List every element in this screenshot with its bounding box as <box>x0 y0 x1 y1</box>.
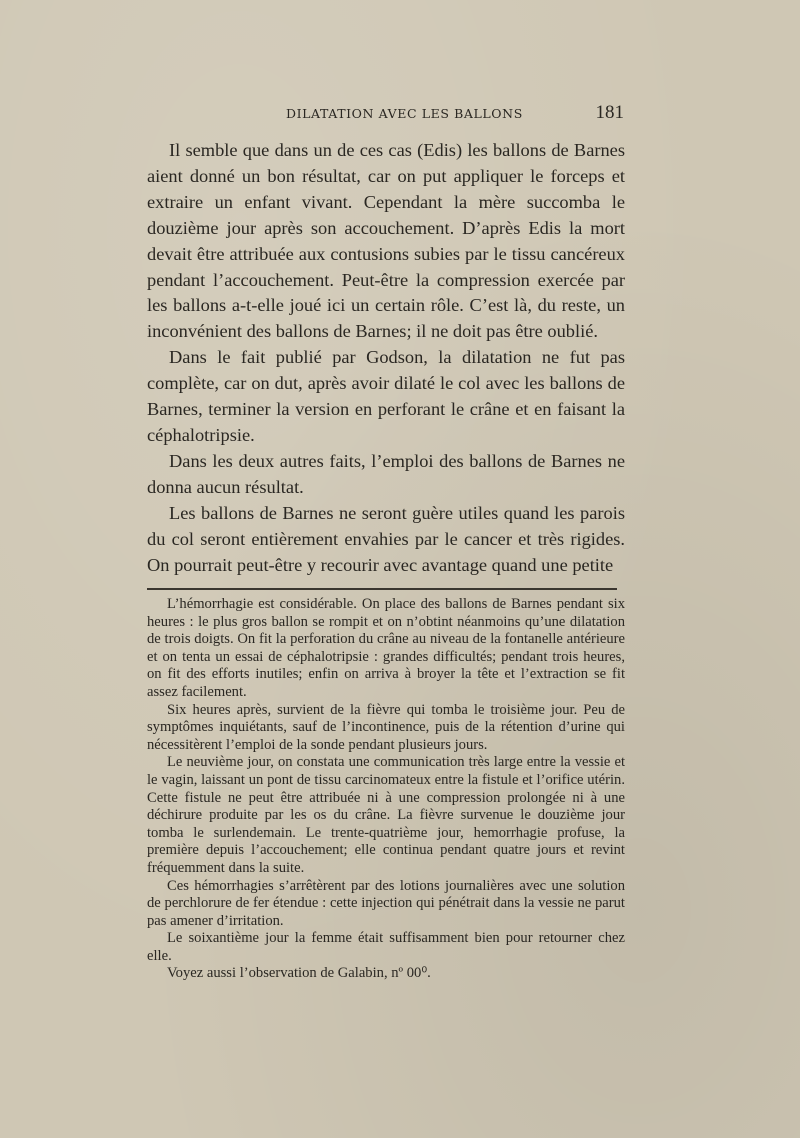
running-head <box>148 104 624 126</box>
page-number: 181 <box>595 102 624 123</box>
footnote-paragraph: Le soixantième jour la femme était suffisamment bien pour retourner chez elle. <box>147 930 625 964</box>
footnote <box>147 596 625 983</box>
body-paragraph: Il semble que dans un de ces cas (Edis) les ballons de Barnes aient donné un bon résultat, car on put appliquer le forceps et extraire un enfant vivant. Cependant la mère succomba le douzième jour après son accouchement. D’après Edis la mort devait être attribuée aux contusions subies par le tissu cancéreux pendant l’accouchement. Peut-être la compression exercée par les ballons a-t-elle joué ici un certain rôle. C’est là, du reste, un inconvénient des ballons de Barnes; il ne doit pas être oublié. <box>147 140 625 342</box>
body-paragraph: Dans les deux autres faits, l’emploi des ballons de Barnes ne donna aucun résultat. <box>147 450 625 497</box>
footnote-divider <box>147 588 617 590</box>
body-paragraph: Les ballons de Barnes ne seront guère utiles quand les parois du col seront entièrement envahies par le cancer et très rigides. On pourrait peut-être y recourir avec avantage quand une petite <box>147 502 625 575</box>
footnote-paragraph: Voyez aussi l’observation de Galabin, nº 00⁰. <box>167 965 431 982</box>
footnote-paragraph: Ces hémorrhagies s’arrêtèrent par des lotions journalières avec une solution de perchlorure de fer étendue : cette injection qui pénétrait dans la vessie ne parut pas amener d’irritation. <box>147 877 625 929</box>
main-text <box>147 138 625 578</box>
footnote-paragraph: Le neuvième jour, on constata une communication très large entre la vessie et le vagin, laissant un pont de tissu carcinomateux entre la fistule et l’orifice utérin. Cette fistule ne peut être attribuée ni à une compression prolongée ni à une déchirure produite par les os du crâne. La fièvre survenue le douzième jour tomba le surlendemain. Le trente-quatrième jour, hemorrhagie profuse, la première depuis l’accouchement; elle continua pendant quatre jours et revint fréquemment dans la suite. <box>147 754 625 876</box>
footnote-paragraph: L’hémorrhagie est considérable. On place des ballons de Barnes pendant six heures : le plus gros ballon se rompit et on n’obtint néanmoins qu’une dilatation de trois doigts. On fit la perforation du crâne au niveau de la fontanelle antérieure et on tenta un essai de céphalotripsie : grandes difficultés; pendant trois heures, on fit des efforts inutiles; enfin on arriva à broyer la tête et l’extraction se fit assez facilement. <box>147 596 625 700</box>
body-paragraph: Dans le fait publié par Godson, la dilatation ne fut pas complète, car on dut, après avoir dilaté le col avec les ballons de Barnes, terminer la version en perforant le crâne et en faisant la céphalotripsie. <box>147 347 625 445</box>
footnote-paragraph: Six heures après, survient de la fièvre qui tomba le troisième jour. Peu de symptômes inquiétants, sauf de l’incontinence, puis de la rétention d’urine qui nécessitèrent l’emploi de la sonde pendant plusieurs jours. <box>147 701 625 753</box>
running-title: DILATATION AVEC LES BALLONS <box>286 106 523 121</box>
